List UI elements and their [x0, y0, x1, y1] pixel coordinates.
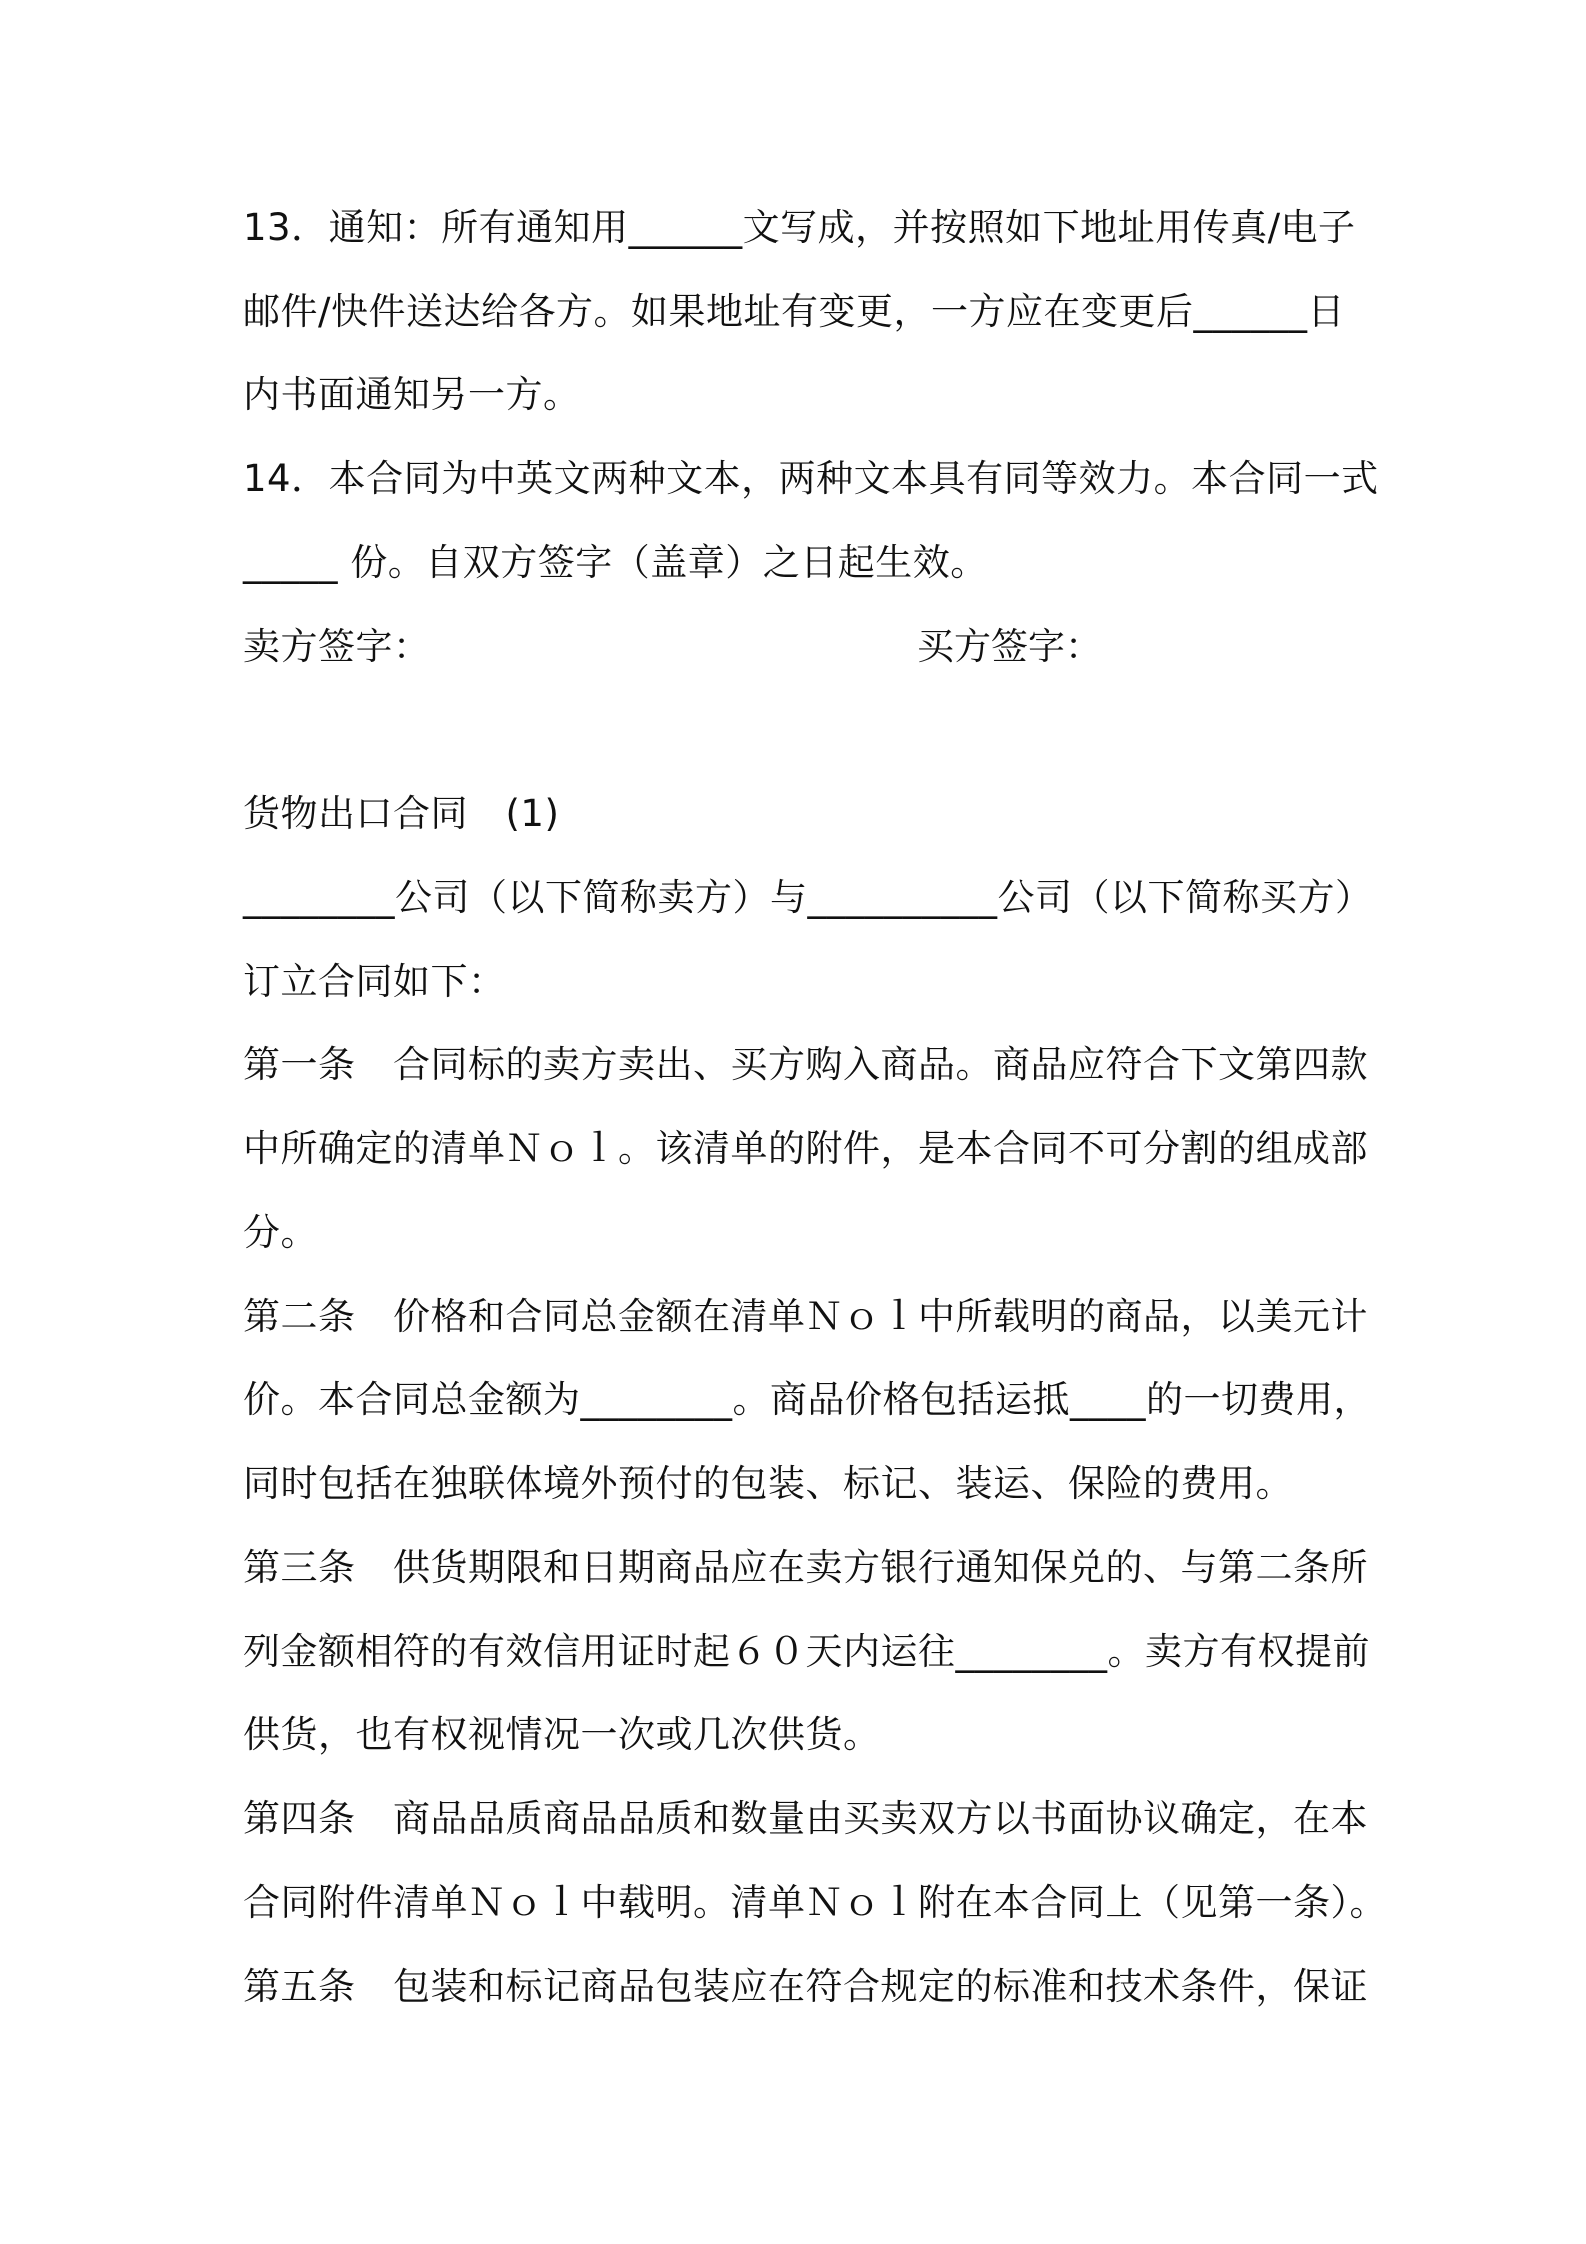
article-1-line-2: 中所确定的清单Ｎｏｌ。该清单的附件，是本合同不可分割的组成部 [243, 1127, 1368, 1170]
article-2-line-3: 同时包括在独联体境外预付的包装、标记、装运、保险的费用。 [243, 1462, 1293, 1505]
article-3-line-3: 供货，也有权视情况一次或几次供货。 [243, 1713, 881, 1756]
seller-signature-label: 卖方签字： [243, 625, 431, 668]
clause-14-line-1: 14．本合同为中英文两种文本，两种文本具有同等效力。本合同一式 [243, 457, 1379, 500]
article-4-line-1: 第四条 商品品质商品品质和数量由买卖双方以书面协议确定，在本 [243, 1797, 1368, 1840]
body-line: 订立合同如下： [243, 960, 506, 1003]
buyer-signature-label: 买方签字： [917, 625, 1102, 668]
clause-14-line-2: _____ 份。自双方签字（盖章）之日起生效。 [243, 541, 988, 584]
article-1-line-1: 第一条 合同标的卖方卖出、买方购入商品。商品应符合下文第四款 [243, 1043, 1368, 1086]
article-3-line-2: 列金额相符的有效信用证时起６０天内运往________。卖方有权提前 [243, 1630, 1370, 1673]
article-2-line-1: 第二条 价格和合同总金额在清单Ｎｏｌ中所载明的商品，以美元计 [243, 1295, 1368, 1338]
article-1-line-3: 分。 [243, 1211, 318, 1254]
contract-title: 货物出口合同 (1) [243, 792, 560, 835]
clause-13-line-1: 13．通知：所有通知用______文写成，并按照如下地址用传真/电子 [243, 206, 1356, 249]
body-line: ________公司（以下简称卖方）与__________公司（以下简称买方） [243, 876, 1373, 919]
clause-13-line-3: 内书面通知另一方。 [243, 373, 581, 416]
article-3-line-1: 第三条 供货期限和日期商品应在卖方银行通知保兑的、与第二条所 [243, 1546, 1368, 1589]
clause-13-line-2: 邮件/快件送达给各方。如果地址有变更，一方应在变更后______日 [243, 290, 1345, 333]
article-2-line-2: 价。本合同总金额为________。商品价格包括运抵____的一切费用， [243, 1378, 1371, 1421]
article-5-line-1: 第五条 包装和标记商品包装应在符合规定的标准和技术条件，保证 [243, 1965, 1368, 2008]
article-4-line-2: 合同附件清单Ｎｏｌ中载明。清单Ｎｏｌ附在本合同上（见第一条）。 [243, 1881, 1387, 1924]
